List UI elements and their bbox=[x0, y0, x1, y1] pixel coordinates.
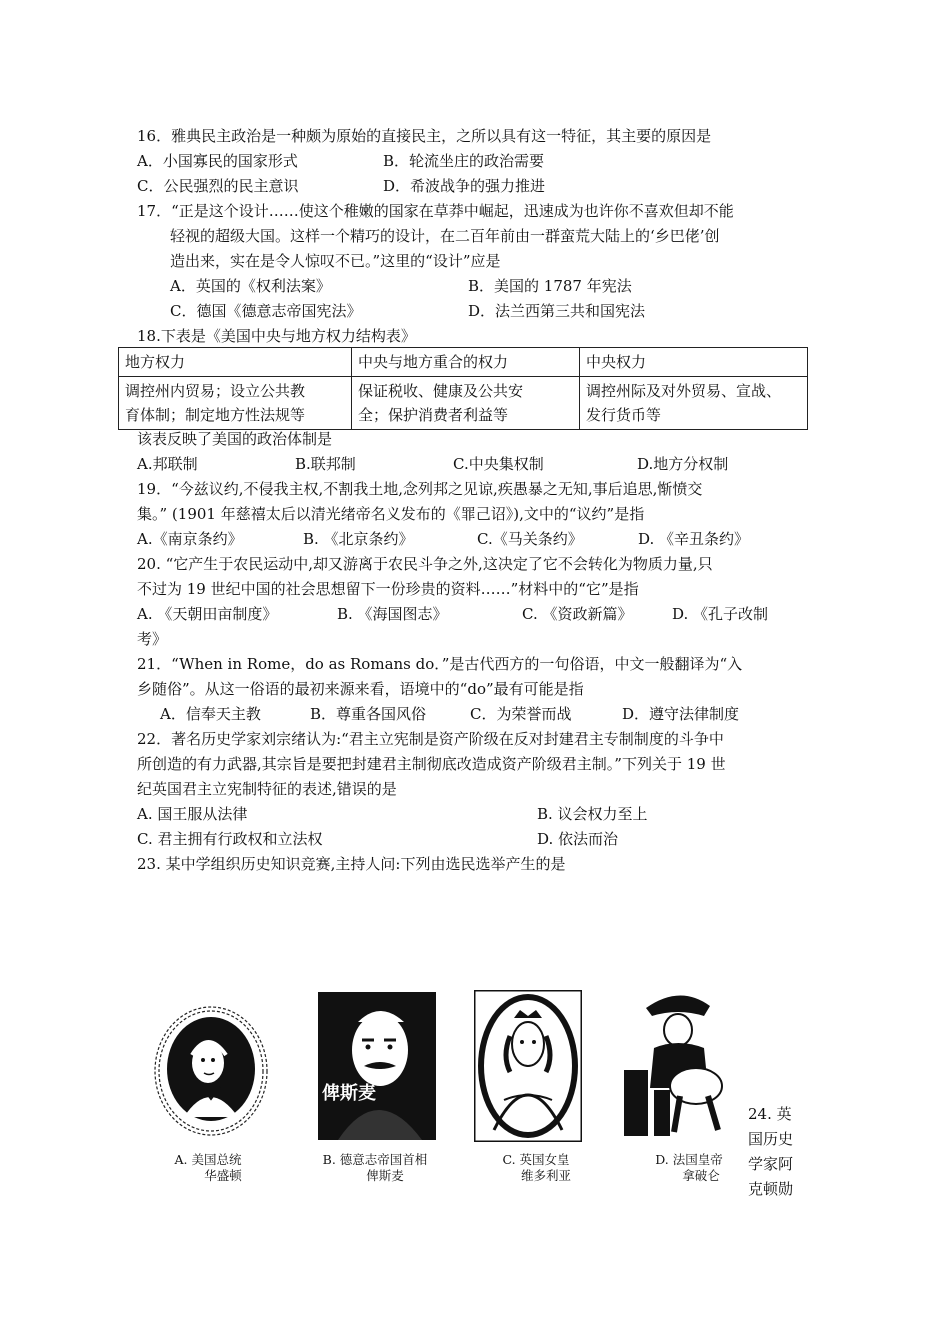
table-header-cell: 中央权力 bbox=[580, 348, 808, 377]
q22-line-3: 纪英国君主立宪制特征的表述,错误的是 bbox=[137, 780, 397, 798]
q23-stem: 23. 某中学组织历史知识竞赛,主持人问:下列由选民选举产生的是 bbox=[137, 855, 566, 873]
caption-a-line-2: 华盛顿 bbox=[204, 1168, 242, 1183]
q19-line-2: 集。” (1901 年慈禧太后以清光绪帝名义发布的《罪己诏》),文中的“议约”是指 bbox=[137, 505, 645, 523]
q20-option-a: A. 《天朝田亩制度》 bbox=[137, 605, 278, 623]
q21-option-c: C．为荣誉而战 bbox=[470, 705, 572, 723]
caption-d bbox=[634, 1152, 744, 1184]
q22-option-d: D. 依法而治 bbox=[537, 830, 619, 848]
q19-option-d: D. 《辛丑条约》 bbox=[638, 530, 750, 548]
portrait-washington-icon bbox=[152, 1005, 270, 1139]
portrait-bismarck-icon bbox=[318, 992, 436, 1140]
q17-line-3: 造出来，实在是令人惊叹不已。”这里的“设计”应是 bbox=[170, 252, 501, 270]
caption-a-line-1: A. 美国总统 bbox=[174, 1152, 242, 1167]
q18-option-d: D.地方分权制 bbox=[637, 455, 729, 473]
q18-option-b: B.联邦制 bbox=[295, 455, 356, 473]
caption-b-line-1: B. 德意志帝国首相 bbox=[322, 1152, 428, 1167]
q22-line-2: 所创造的有力武器,其宗旨是要把封建君主制彻底改造成资产阶级君主制。”下列关于 19 世 bbox=[137, 755, 726, 773]
caption-d-line-2: 拿破仑 bbox=[682, 1168, 720, 1183]
q19-line-1: 19．“今兹议约,不侵我主权,不割我土地,念列邦之见谅,疾愚暴之无知,事后追思,惭愤交 bbox=[137, 480, 703, 498]
table-header-cell: 地方权力 bbox=[119, 348, 352, 377]
q16-stem: 16．雅典民主政治是一种颇为原始的直接民主，之所以具有这一特征，其主要的原因是 bbox=[137, 127, 712, 145]
q19-option-b: B. 《北京条约》 bbox=[303, 530, 414, 548]
q16-option-b: B．轮流坐庄的政治需要 bbox=[383, 152, 545, 170]
cell-line: 育体制；制定地方性法规等 bbox=[125, 406, 306, 424]
q18-question: 该表反映了美国的政治体制是 bbox=[137, 430, 333, 448]
q19-option-c: C.《马关条约》 bbox=[477, 530, 583, 548]
q17-option-d: D．法兰西第三共和国宪法 bbox=[468, 302, 646, 320]
q16-option-a: A．小国寡民的国家形式 bbox=[137, 152, 298, 170]
power-structure-table bbox=[118, 347, 808, 430]
caption-d-line-1: D. 法国皇帝 bbox=[655, 1152, 723, 1167]
table-cell bbox=[352, 377, 580, 430]
q18-stem: 18.下表是《美国中央与地方权力结构表》 bbox=[137, 327, 416, 345]
portrait-victoria-icon bbox=[474, 990, 582, 1142]
table-cell bbox=[119, 377, 352, 430]
q20-line-1: 20. “它产生于农民运动中,却又游离于农民斗争之外,这决定了它不会转化为物质力量,只 bbox=[137, 555, 713, 573]
caption-c bbox=[476, 1152, 596, 1184]
q22-option-b: B. 议会权力至上 bbox=[537, 805, 648, 823]
q17-option-a: A．英国的《权利法案》 bbox=[170, 277, 331, 295]
q22-line-1: 22．著名历史学家刘宗绪认为:“君主立宪制是资产阶级在反对封建君主专制制度的斗争中 bbox=[137, 730, 724, 748]
q24-line-3: 学家阿 bbox=[748, 1155, 794, 1173]
q18-option-a: A.邦联制 bbox=[137, 455, 198, 473]
q22-option-a: A. 国王服从法律 bbox=[137, 805, 248, 823]
q21-option-b: B．尊重各国风俗 bbox=[310, 705, 427, 723]
table-cell bbox=[580, 377, 808, 430]
q18-option-c: C.中央集权制 bbox=[453, 455, 544, 473]
table-header-row bbox=[119, 348, 808, 377]
q19-option-a: A.《南京条约》 bbox=[137, 530, 243, 548]
q21-line-2: 乡随俗”。从这一俗语的最初来源来看，语境中的“do”最有可能是指 bbox=[137, 680, 584, 698]
q21-option-a: A．信奉天主教 bbox=[160, 705, 261, 723]
caption-b bbox=[300, 1152, 450, 1184]
cell-line: 调控州际及对外贸易、宣战、 bbox=[586, 382, 782, 400]
q17-option-c: C．德国《德意志帝国宪法》 bbox=[170, 302, 362, 320]
table-header-cell: 中央与地方重合的权力 bbox=[352, 348, 580, 377]
portrait-napoleon-icon bbox=[624, 990, 742, 1136]
q16-option-c: C．公民强烈的民主意识 bbox=[137, 177, 299, 195]
q24-line-2: 国历史 bbox=[748, 1130, 794, 1148]
caption-b-line-2: 俾斯麦 bbox=[366, 1168, 404, 1183]
cell-line: 发行货币等 bbox=[586, 406, 662, 424]
caption-c-line-2: 维多利亚 bbox=[520, 1168, 571, 1183]
q20-line-2: 不过为 19 世纪中国的社会思想留下一份珍贵的资料……”材料中的“它”是指 bbox=[137, 580, 639, 598]
cell-line: 调控州内贸易；设立公共教 bbox=[125, 382, 306, 400]
q17-option-b: B．美国的 1787 年宪法 bbox=[468, 277, 632, 295]
q20-option-c: C. 《资政新篇》 bbox=[522, 605, 633, 623]
q20-option-b: B. 《海国图志》 bbox=[337, 605, 448, 623]
table-row bbox=[119, 377, 808, 430]
cell-line: 保证税收、健康及公共安 bbox=[358, 382, 524, 400]
q21-line-1: 21．“When in Rome，do as Romans do．”是古代西方的一句俗语，中文一般翻译为“入 bbox=[137, 655, 743, 673]
q22-option-c: C. 君主拥有行政权和立法权 bbox=[137, 830, 323, 848]
q16-option-d: D．希波战争的强力推进 bbox=[383, 177, 546, 195]
q20-option-d-continued: 考》 bbox=[137, 630, 168, 648]
q24-line-1: 24. 英 bbox=[748, 1105, 792, 1123]
caption-c-line-1: C. 英国女皇 bbox=[502, 1152, 570, 1167]
q17-line-2: 轻视的超级大国。这样一个精巧的设计，在二百年前由一群蛮荒大陆上的‘乡巴佬’创 bbox=[170, 227, 720, 245]
q21-option-d: D．遵守法律制度 bbox=[622, 705, 740, 723]
q17-line-1: 17．“正是这个设计……使这个稚嫩的国家在草莽中崛起，迅速成为也许你不喜欢但却不能 bbox=[137, 202, 734, 220]
bismarck-name-overlay: 俾斯麦 bbox=[322, 1083, 376, 1104]
q24-line-4: 克顿勋 bbox=[748, 1180, 794, 1198]
cell-line: 全；保护消费者利益等 bbox=[358, 406, 509, 424]
caption-a bbox=[138, 1152, 278, 1184]
q20-option-d: D. 《孔子改制 bbox=[672, 605, 769, 623]
